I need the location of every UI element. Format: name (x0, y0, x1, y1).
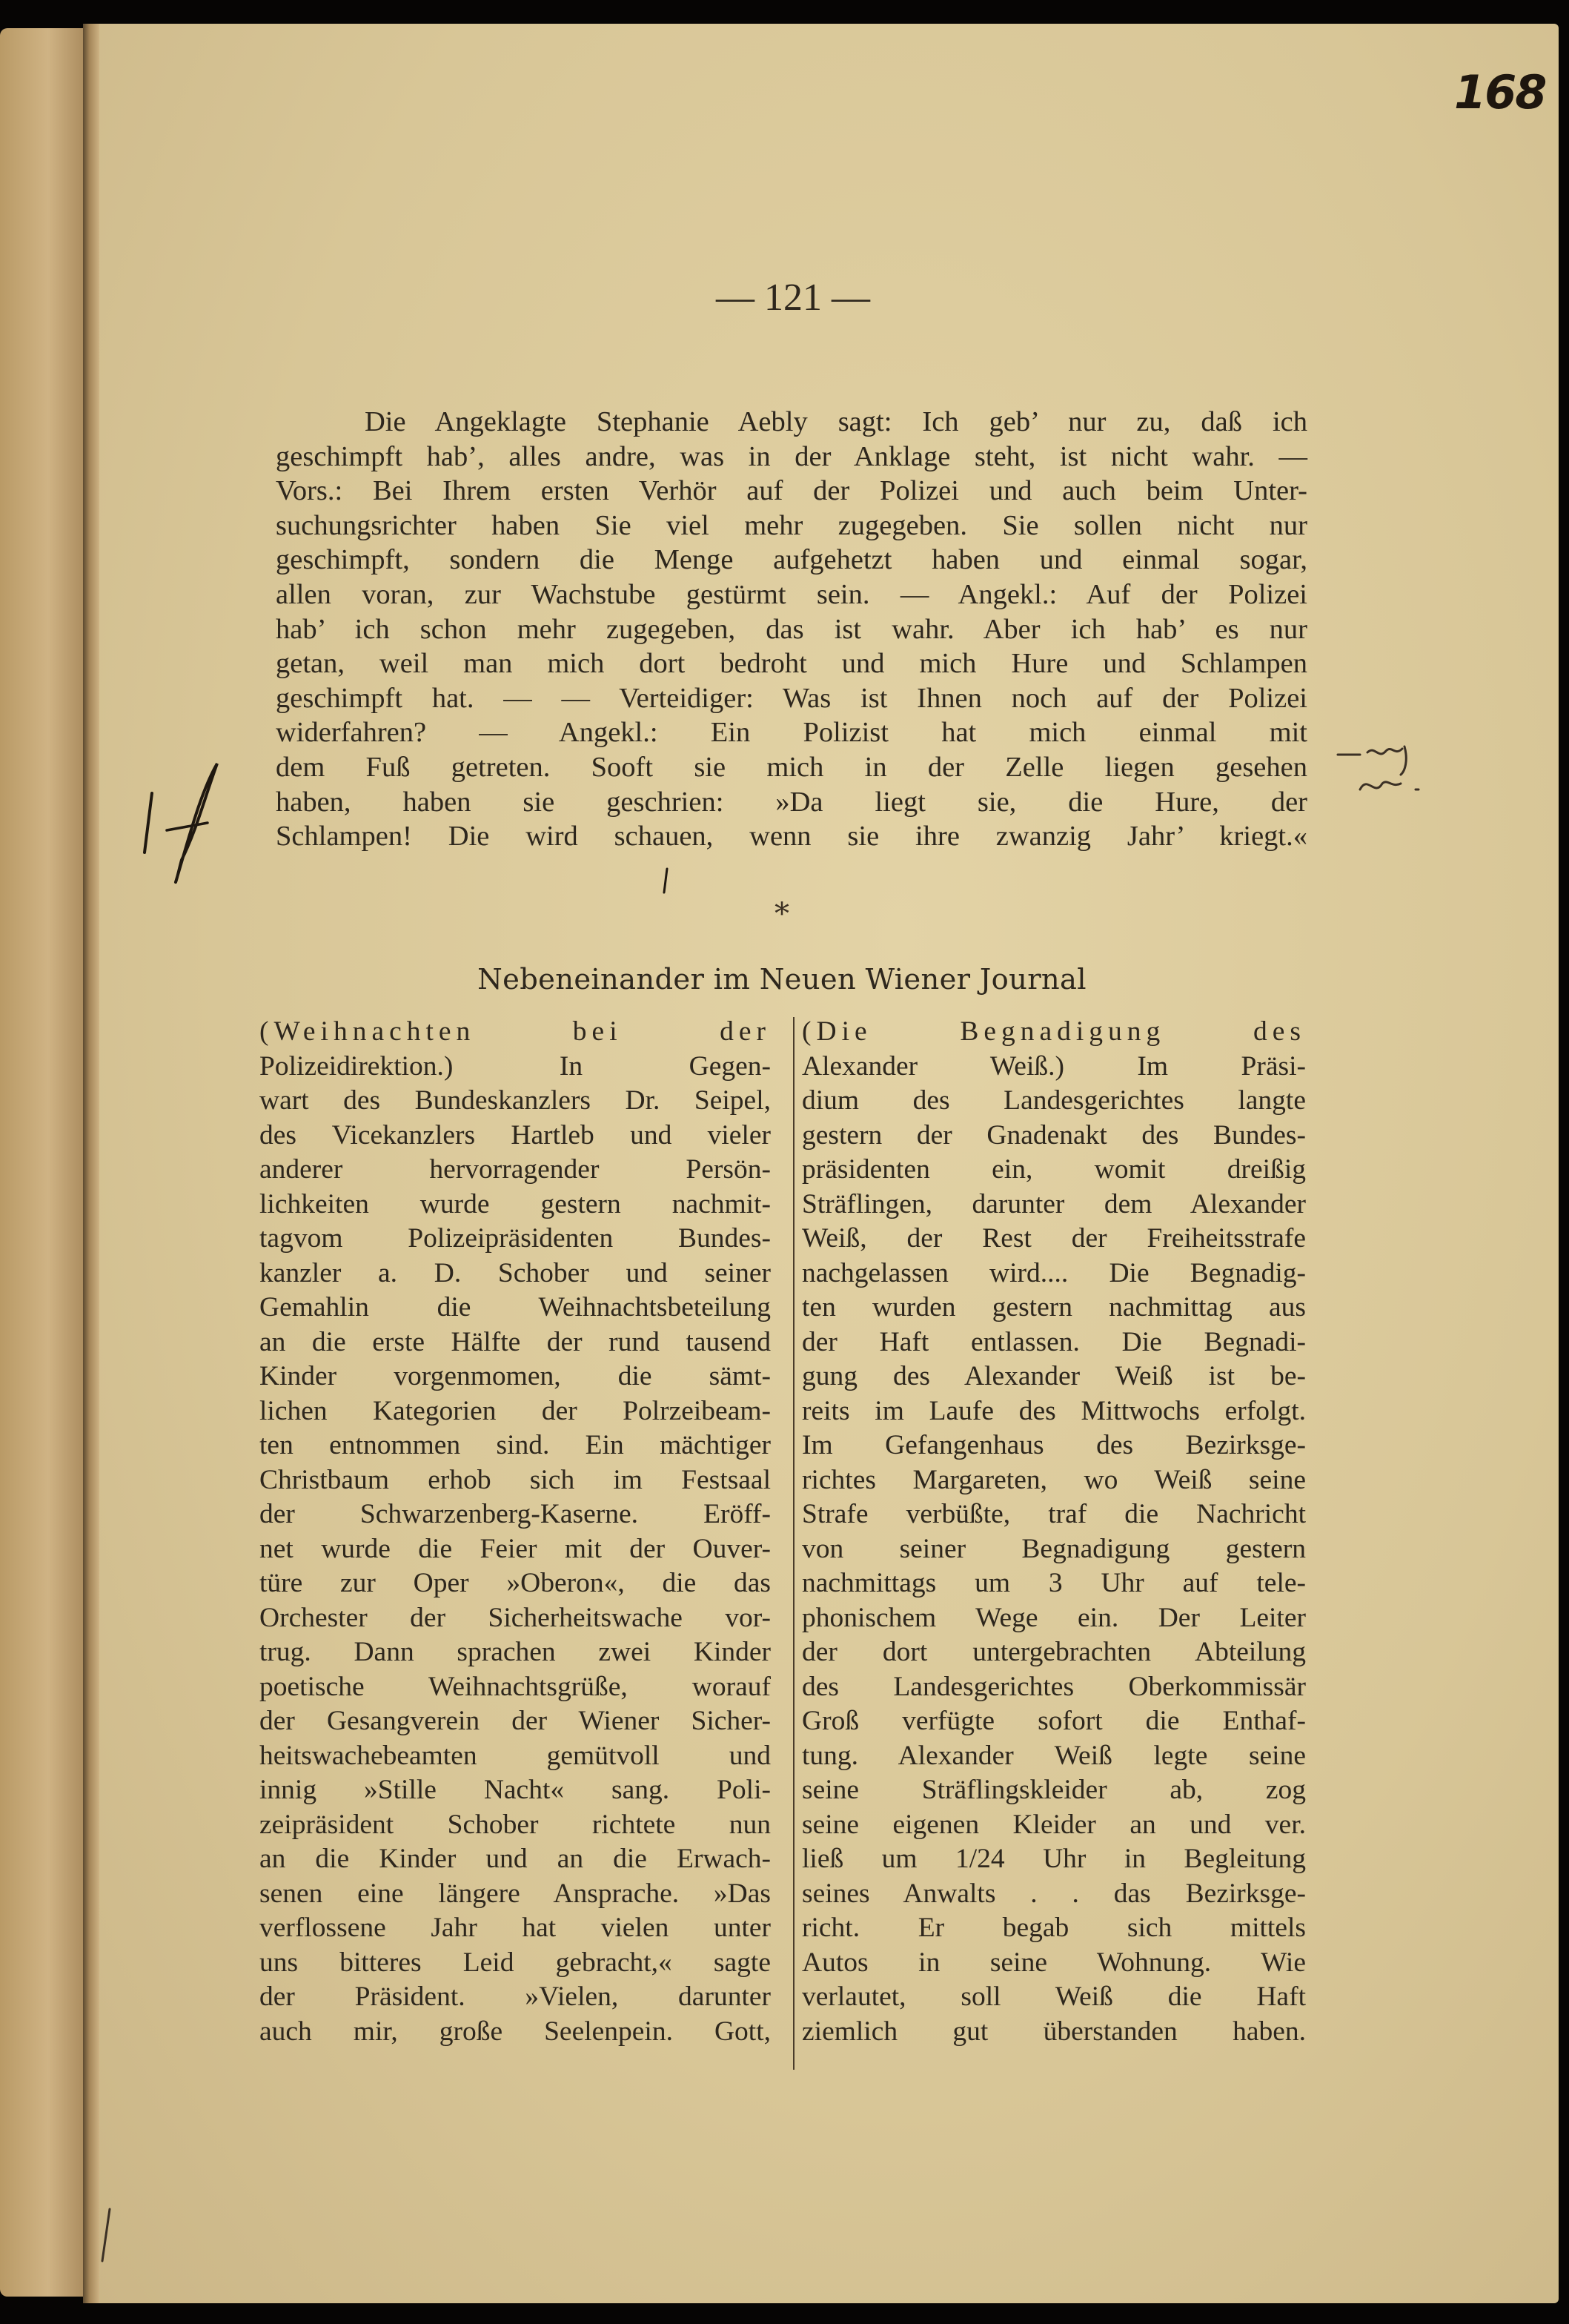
column-line: an die Kinder und an die Erwach- (259, 1844, 771, 1874)
column-line: (Die Begnadigung des (802, 1016, 1306, 1047)
column-line: gestern der Gnadenakt des Bundes- (802, 1119, 1306, 1151)
column-line: der Haft entlassen. Die Begnadi- (802, 1326, 1306, 1357)
column-line: verlautet, soll Weiß die Haft (802, 1982, 1306, 2012)
column-divider (793, 1017, 795, 2070)
paragraph-line: getan, weil man mich dort bedroht und mich Hure und Schlampen (276, 648, 1307, 680)
column-line: (Weihnachten bei der (259, 1016, 771, 1047)
paragraph-line: Schlampen! Die wird schauen, wenn sie ihre zwanzig Jahr’ kriegt.« (276, 821, 1307, 853)
column-line: lichen Kategorien der Polrzeibeam- (259, 1395, 771, 1426)
column-line: Strafe verbüßte, traf die Nachricht (802, 1499, 1306, 1529)
column-line: poetische Weihnachtsgrüße, worauf (259, 1671, 771, 1702)
paragraph-line: Vors.: Bei Ihrem ersten Verhör auf der Polizei und auch beim Unter- (276, 475, 1307, 507)
column-line: net wurde die Feier mit der Ouver- (259, 1533, 771, 1564)
column-line: des Vicekanzlers Hartleb und vieler (259, 1119, 771, 1151)
column-line: präsidenten ein, womit dreißig (802, 1154, 1306, 1185)
handwritten-folio-number: 168 (1454, 65, 1546, 119)
paragraph-line: hab’ ich schon mehr zugegeben, das ist wahr. Aber ich hab’ es nur (276, 613, 1307, 645)
column-line: Weiß, der Rest der Freiheitsstrafe (802, 1223, 1306, 1254)
paragraph-line: allen voran, zur Wachstube gestürmt sein. — Angekl.: Auf der Polizei (276, 578, 1307, 610)
handwritten-margin-note-right (1334, 730, 1438, 812)
column-line: der Schwarzenberg-Kaserne. Eröff- (259, 1499, 771, 1529)
column-line: Groß verfügte sofort die Enthaf- (802, 1706, 1306, 1736)
column-line: ließ um 1/24 Uhr in Begleitung (802, 1844, 1306, 1874)
paragraph-line: geschimpft, sondern die Menge aufgehetzt haben und einmal sogar, (276, 544, 1307, 576)
paragraph-line: geschimpft hab’, alles andre, was in der Anklage steht, ist nicht wahr. — (276, 440, 1307, 472)
column-line: Kinder vorgenmomen, die sämt- (259, 1361, 771, 1391)
paragraph-line: haben, haben sie geschrien: »Da liegt sie, die Hure, der (276, 786, 1307, 818)
column-line: richtes Margareten, wo Weiß seine (802, 1464, 1306, 1495)
column-line: der Gesangverein der Wiener Sicher- (259, 1706, 771, 1736)
column-line: wart des Bundeskanzlers Dr. Seipel, (259, 1085, 771, 1116)
column-line: seine Sträflingskleider ab, zog (802, 1775, 1306, 1805)
column-line: tagvom Polizeipräsidenten Bundes- (259, 1223, 771, 1254)
column-line: Sträflingen, darunter dem Alexander (802, 1188, 1306, 1219)
facing-page-edge (0, 28, 87, 2297)
column-line: ten entnommen sind. Ein mächtiger (259, 1430, 771, 1460)
column-line: verflossene Jahr hat vielen unter (259, 1913, 771, 1943)
column-line: Alexander Weiß.) Im Präsi- (802, 1050, 1306, 1082)
paragraph-line: widerfahren? — Angekl.: Ein Polizist hat mich einmal mit (276, 717, 1307, 749)
column-line: von seiner Begnadigung gestern (802, 1533, 1306, 1564)
column-line: ten wurden gestern nachmittag aus (802, 1292, 1306, 1322)
column-line: an die erste Hälfte der rund tausend (259, 1326, 771, 1357)
column-line: uns bitteres Leid gebracht,« sagte (259, 1947, 771, 1978)
column-line: innig »Stille Nacht« sang. Poli- (259, 1775, 771, 1805)
column-line: Im Gefangenhaus des Bezirksge- (802, 1430, 1306, 1460)
section-heading: Nebeneinander im Neuen Wiener Journal (477, 963, 1087, 996)
column-line: auch mir, große Seelenpein. Gott, (259, 2016, 771, 2047)
column-line: der dort untergebrachten Abteilung (802, 1637, 1306, 1667)
column-line: reits im Laufe des Mittwochs erfolgt. (802, 1395, 1306, 1426)
column-line: dium des Landesgerichtes langte (802, 1085, 1306, 1116)
column-line: heitswachebeamten gemütvoll und (259, 1740, 771, 1771)
column-line: trug. Dann sprachen zwei Kinder (259, 1637, 771, 1667)
column-line: kanzler a. D. Schober und seiner (259, 1257, 771, 1288)
column-line: der Präsident. »Vielen, darunter (259, 1982, 771, 2012)
column-line: des Landesgerichtes Oberkommissär (802, 1671, 1306, 1702)
column-line: türe zur Oper »Oberon«, die das (259, 1568, 771, 1598)
column-line: senen eine längere Ansprache. »Das (259, 1878, 771, 1909)
column-line: gung des Alexander Weiß ist be- (802, 1361, 1306, 1391)
column-line: Gemahlin die Weihnachtsbeteilung (259, 1292, 771, 1322)
column-line: tung. Alexander Weiß legte seine (802, 1740, 1306, 1771)
paragraph-line: geschimpft hat. — — Verteidiger: Was ist Ihnen noch auf der Polizei (276, 682, 1307, 714)
column-line: nachmittags um 3 Uhr auf tele- (802, 1568, 1306, 1598)
left-column-police-christmas (259, 1015, 771, 2049)
section-separator: * (774, 897, 789, 931)
handwritten-correction-stroke (658, 867, 673, 894)
column-line: Autos in seine Wohnung. Wie (802, 1947, 1306, 1978)
column-line: anderer hervorragender Persön- (259, 1154, 771, 1185)
margin-pencil-mark (95, 2205, 117, 2265)
book-gutter (83, 24, 99, 2303)
column-line: lichkeiten wurde gestern nachmit- (259, 1188, 771, 1219)
paragraph-line: Die Angeklagte Stephanie Aebly sagt: Ich geb’ nur zu, daß ich (365, 406, 1307, 437)
paragraph-line: dem Fuß getreten. Sooft sie mich in der Zelle liegen gesehen (276, 751, 1307, 783)
trial-testimony-paragraph (276, 405, 1307, 854)
column-line: seine eigenen Kleider an und ver. (802, 1809, 1306, 1840)
column-line: richt. Er begab sich mittels (802, 1913, 1306, 1943)
column-line: Christbaum erhob sich im Festsaal (259, 1464, 771, 1495)
handwritten-margin-mark-left (130, 749, 233, 897)
right-column-pardon (802, 1015, 1306, 2049)
column-line: Orchester der Sicherheitswache vor- (259, 1602, 771, 1633)
column-line: zeipräsident Schober richtete nun (259, 1809, 771, 1840)
column-line: ziemlich gut überstanden haben. (802, 2016, 1306, 2047)
page-number: — 121 — (716, 277, 870, 319)
column-line: phonischem Wege ein. Der Leiter (802, 1602, 1306, 1633)
column-line: seines Anwalts . . das Bezirksge- (802, 1878, 1306, 1909)
column-line: Polizeidirektion.) In Gegen- (259, 1050, 771, 1082)
column-line: nachgelassen wird.... Die Begnadig- (802, 1257, 1306, 1288)
paragraph-line: suchungsrichter haben Sie viel mehr zugegeben. Sie sollen nicht nur (276, 509, 1307, 541)
